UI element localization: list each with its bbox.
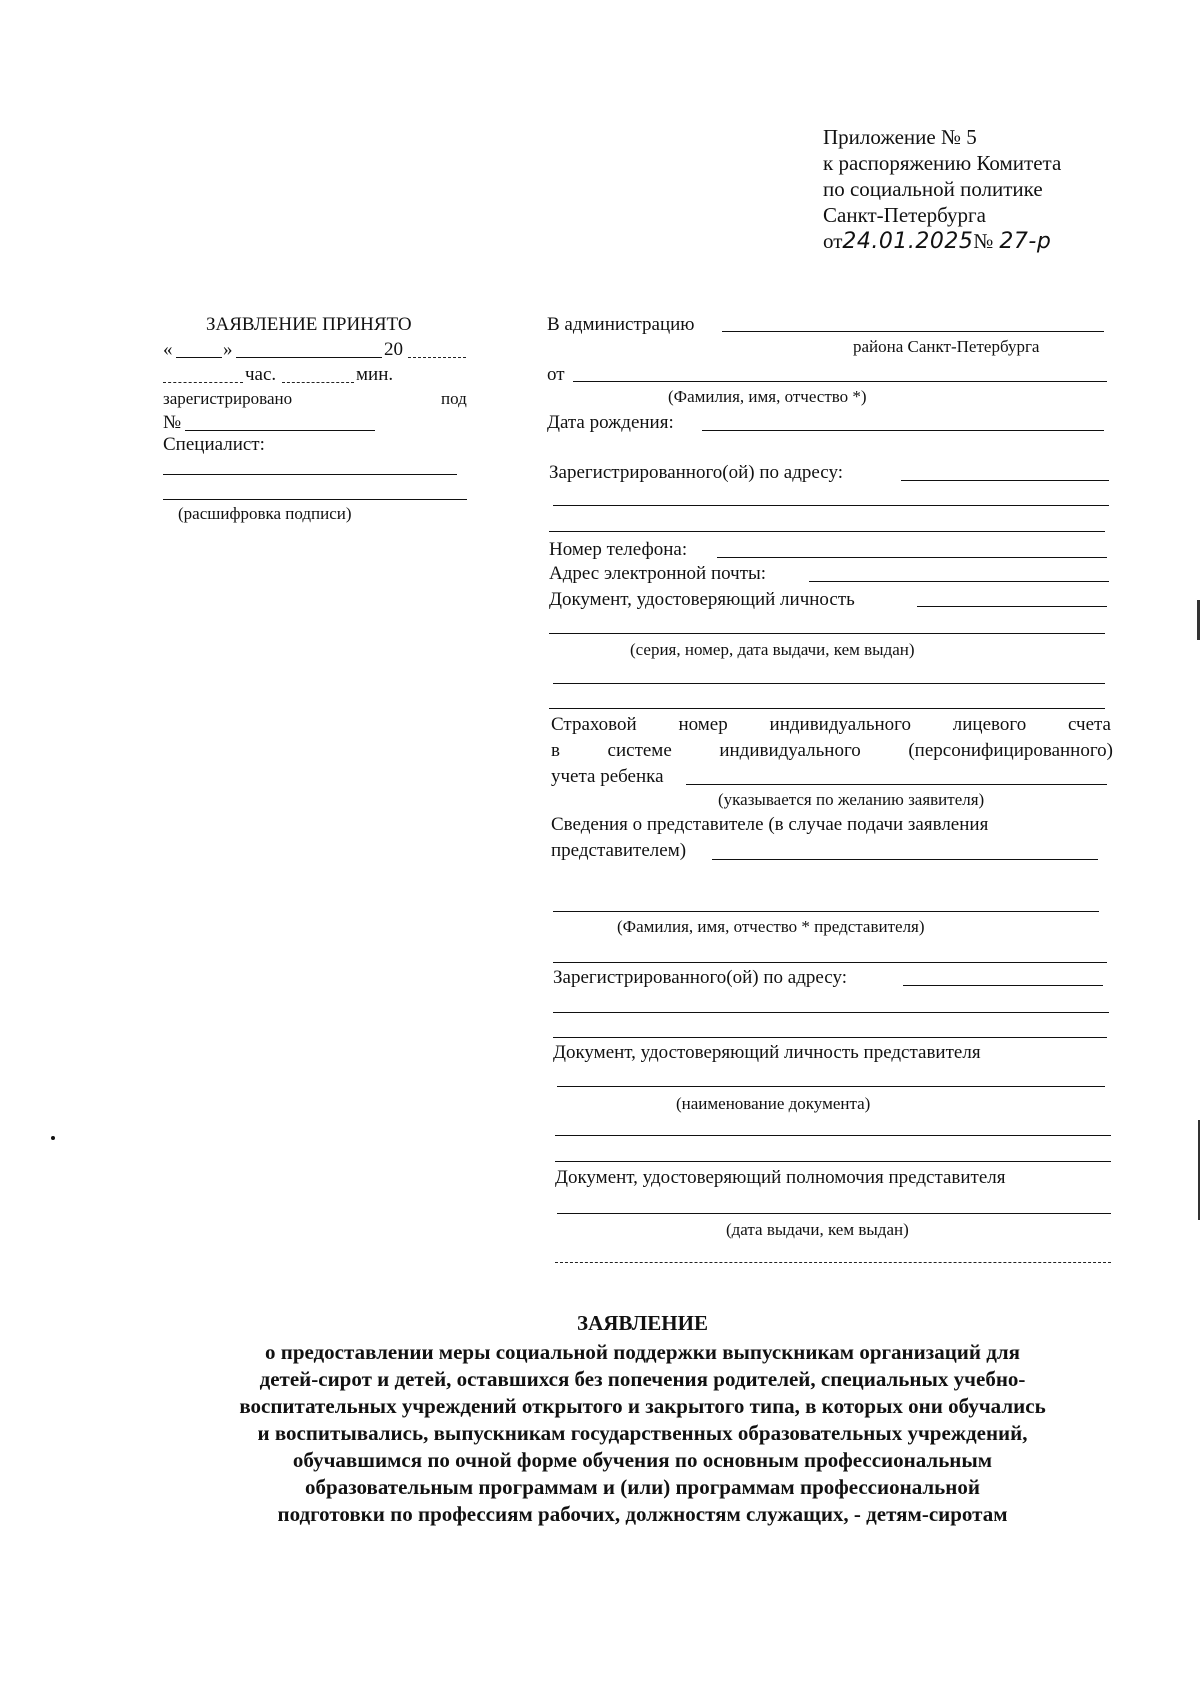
received-signature-caption: (расшифровка подписи) <box>178 504 352 523</box>
received-minutes-field[interactable] <box>282 382 354 383</box>
rep-authority-document-label: Документ, удостоверяющий полномочия представителя <box>555 1167 1006 1188</box>
received-specialist-label: Специалист: <box>163 434 265 455</box>
rep-info-field-1[interactable] <box>712 859 1098 860</box>
birth-date-field[interactable] <box>702 430 1104 431</box>
id-document-field-3[interactable] <box>553 683 1105 684</box>
statement-block <box>150 1310 1135 1528</box>
snils-caption: (указывается по желанию заявителя) <box>718 790 985 809</box>
rep-authority-field-1[interactable] <box>557 1213 1111 1214</box>
rep-address-field-3[interactable] <box>553 1037 1107 1038</box>
appendix-date-prefix: от <box>823 229 843 253</box>
rep-info-label-line-2: представителем) <box>551 840 687 861</box>
snils-label-line-1: Страховой номер индивидуального лицевого счета <box>551 714 1111 735</box>
snils-field[interactable] <box>686 784 1107 785</box>
received-registered-label: зарегистрировано <box>163 389 293 408</box>
rep-address-field-1[interactable] <box>903 985 1103 986</box>
received-number-field[interactable] <box>185 430 375 431</box>
rep-address-field-2[interactable] <box>553 1012 1109 1013</box>
id-document-field-2[interactable] <box>549 633 1105 634</box>
applicant-fio-caption: (Фамилия, имя, отчество *) <box>668 387 867 406</box>
id-document-label: Документ, удостоверяющий личность <box>549 589 855 610</box>
rep-address-label: Зарегистрированного(ой) по адресу: <box>553 967 847 988</box>
received-title: ЗАЯВЛЕНИЕ ПРИНЯТО <box>206 314 412 335</box>
rep-fio-field[interactable] <box>553 911 1099 912</box>
appendix-number-handwritten: 27-р <box>999 229 1052 254</box>
scan-speck <box>51 1136 55 1140</box>
statement-line-6: образовательным программам и (или) программам профессиональной <box>305 1475 980 1499</box>
received-close-quote: » <box>223 339 233 360</box>
received-day-field[interactable] <box>176 357 222 358</box>
rep-authority-field-2[interactable] <box>555 1262 1111 1263</box>
registered-address-field-3[interactable] <box>549 531 1105 532</box>
to-administration-label: В администрацию <box>547 314 695 335</box>
statement-line-3: воспитательных учреждений открытого и закрытого типа, в которых они обучались <box>239 1394 1046 1418</box>
id-document-field-1[interactable] <box>917 606 1107 607</box>
rep-info-field-2[interactable] <box>553 962 1107 963</box>
appendix-header <box>823 124 1061 255</box>
phone-label: Номер телефона: <box>549 539 688 560</box>
statement-title: ЗАЯВЛЕНИЕ <box>577 1311 708 1335</box>
statement-line-1: о предоставлении меры социальной поддержки выпускникам организаций для <box>264 1340 1021 1364</box>
email-field[interactable] <box>809 581 1109 582</box>
appendix-date-handwritten: 24.01.2025 <box>842 229 974 254</box>
registered-address-field-2[interactable] <box>553 505 1109 506</box>
appendix-number: Приложение № 5 <box>823 125 977 149</box>
id-document-field-4[interactable] <box>549 708 1105 709</box>
received-signature-field[interactable] <box>163 474 457 475</box>
rep-id-document-field-2[interactable] <box>555 1135 1111 1136</box>
registered-address-label: Зарегистрированного(ой) по адресу: <box>549 462 843 483</box>
appendix-committee: по социальной политике <box>823 177 1043 201</box>
received-under-label: под <box>441 389 467 408</box>
rep-id-document-field-1[interactable] <box>557 1086 1105 1087</box>
appendix-order-ref: к распоряжению Комитета <box>823 151 1062 175</box>
rep-id-document-caption: (наименование документа) <box>676 1094 871 1113</box>
received-hours-field[interactable] <box>163 382 243 383</box>
received-number-label: № <box>163 412 182 433</box>
statement-line-5: обучавшимся по очной форме обучения по основным профессиональным <box>292 1448 993 1472</box>
received-month-field[interactable] <box>236 357 382 358</box>
rep-id-document-field-3[interactable] <box>555 1161 1111 1162</box>
received-hours-label: час. <box>245 364 277 385</box>
administration-field[interactable] <box>722 331 1104 332</box>
rep-id-document-label: Документ, удостоверяющий личность представителя <box>553 1042 981 1063</box>
rep-fio-caption: (Фамилия, имя, отчество * представителя) <box>617 917 925 936</box>
statement-line-4: и воспитывались, выпускникам государственных образовательных учреждений, <box>257 1421 1028 1445</box>
birth-date-label: Дата рождения: <box>547 412 674 433</box>
statement-line-2: детей-сирот и детей, оставшихся без попечения родителей, специальных учебно- <box>259 1367 1026 1391</box>
rep-info-label-line-1: Сведения о представителе (в случае подачи заявления <box>551 814 989 835</box>
applicant-fio-field[interactable] <box>573 381 1107 382</box>
statement-line-7: подготовки по профессиям рабочих, должностям служащих, - детям-сиротам <box>277 1502 1008 1526</box>
id-document-caption: (серия, номер, дата выдачи, кем выдан) <box>630 640 915 659</box>
email-label: Адрес электронной почты: <box>549 563 767 584</box>
rep-authority-caption: (дата выдачи, кем выдан) <box>726 1220 909 1239</box>
received-year-field[interactable] <box>408 357 466 358</box>
appendix-number-prefix: № <box>973 229 994 253</box>
registered-address-field-1[interactable] <box>901 480 1109 481</box>
snils-label-line-3: учета ребенка <box>551 766 664 787</box>
from-label: от <box>547 364 565 385</box>
received-open-quote: « <box>163 339 173 360</box>
received-signature-decode-field[interactable] <box>163 499 467 500</box>
appendix-date-line <box>823 228 1061 255</box>
appendix-city: Санкт-Петербурга <box>823 203 986 227</box>
district-label: района Санкт-Петербурга <box>853 337 1040 356</box>
received-year-prefix: 20 <box>384 339 403 360</box>
phone-field[interactable] <box>717 557 1107 558</box>
received-minutes-label: мин. <box>356 364 394 385</box>
snils-label-line-2: в системе индивидуального (персонифицированного) <box>551 740 1113 761</box>
